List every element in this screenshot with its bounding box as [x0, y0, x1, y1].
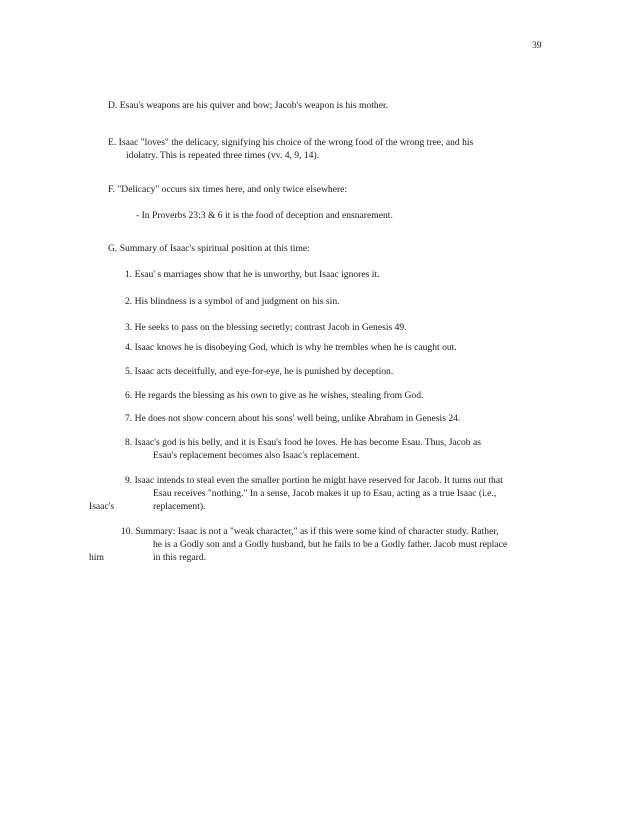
summary-item-5: 5. Isaac acts deceitfully, and eye-for-eye, he is punished by deception.: [125, 366, 394, 377]
summary-item-3: 3. He seeks to pass on the blessing secretly; contrast Jacob in Genesis 49.: [125, 322, 407, 333]
summary-item-1: 1. Esau' s marriages show that he is unworthy, but Isaac ignores it.: [125, 269, 380, 280]
section-f-subitem: - In Proverbs 23:3 & 6 it is the food of deception and ensnarement.: [136, 210, 393, 221]
section-g-heading: G. Summary of Isaac's spiritual position at this time:: [108, 243, 310, 254]
summary-item-8-line2: Esau's replacement becomes also Isaac's replacement.: [153, 450, 360, 461]
summary-item-9-line3: replacement).: [153, 501, 206, 512]
summary-item-10-line2: he is a Godly son and a Godly husband, but he fails to be a Godly father. Jacob must replace: [153, 539, 508, 550]
summary-item-4: 4. Isaac knows he is disobeying God, which is why he trembles when he is caught out.: [125, 342, 457, 353]
summary-item-7: 7. He does not show concern about his sons' well being, unlike Abraham in Genesis 24.: [125, 413, 461, 424]
summary-item-9-line2: Esau receives "nothing." In a sense, Jacob makes it up to Esau, acting as a true Isaac (i.e.,: [153, 488, 497, 499]
section-d-text: D. Esau's weapons are his quiver and bow; Jacob's weapon is his mother.: [108, 100, 389, 111]
section-f-text: F. "Delicacy" occurs six times here, and only twice elsewhere:: [108, 184, 348, 195]
section-e-text-line1: E. Isaac "loves" the delicacy, signifying his choice of the wrong food of the wrong tree, and his: [108, 137, 474, 148]
summary-item-9-line1: 9. Isaac intends to steal even the smaller portion he might have reserved for Jacob. It turns out that: [125, 475, 503, 486]
summary-item-10-line3: in this regard.: [153, 552, 207, 563]
summary-item-6: 6. He regards the blessing as his own to give as he wishes, stealing from God.: [125, 390, 424, 401]
summary-item-8-line1: 8. Isaac's god is his belly, and it is Esau's food he loves. He has become Esau. Thus, Jacob as: [125, 437, 481, 448]
section-e-text-line2: idolatry. This is repeated three times (vv. 4, 9, 14).: [126, 150, 320, 161]
summary-item-2: 2. His blindness is a symbol of and judgment on his sin.: [125, 296, 340, 307]
summary-item-9-margin-word: Isaac's: [89, 501, 115, 512]
summary-item-10-margin-word: him: [89, 552, 104, 563]
summary-item-10-line1: 10. Summary: Isaac is not a "weak character," as if this were some kind of character study. Rather,: [121, 526, 499, 537]
page-number: 39: [532, 40, 542, 51]
